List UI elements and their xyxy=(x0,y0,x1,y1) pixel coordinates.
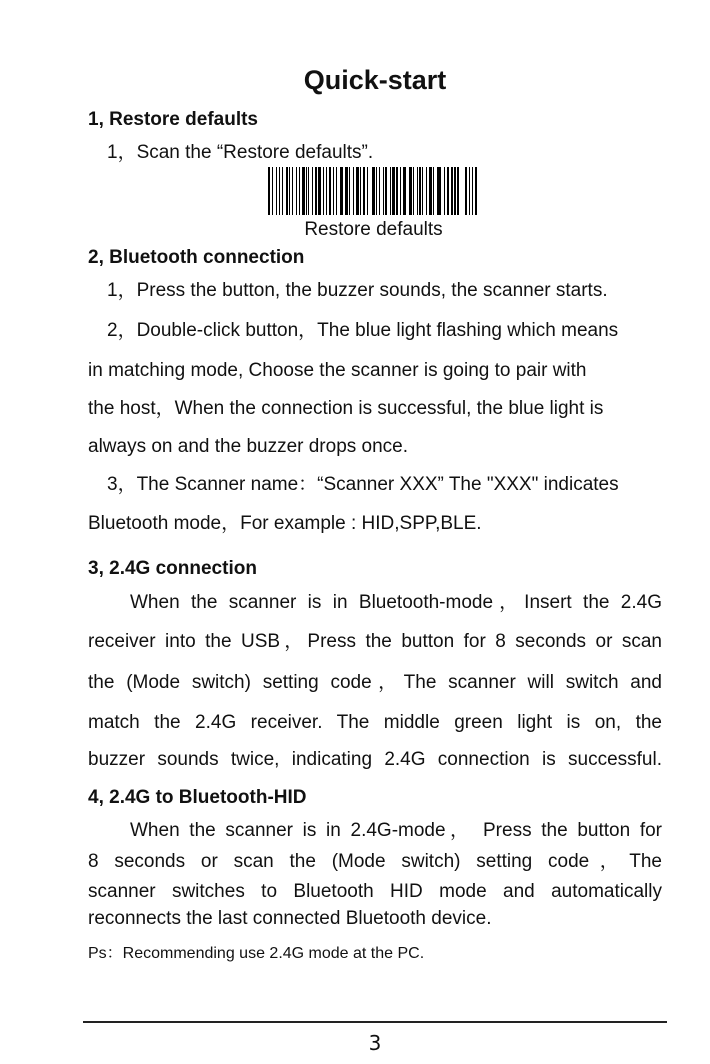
bluetooth-line-5: always on and the buzzer drops once. xyxy=(88,436,409,457)
restore-step-1: 1，Scan the “Restore defaults”. xyxy=(107,142,374,163)
page-title: Quick-start xyxy=(303,65,447,95)
section-heading-bluetooth-connection: 2, Bluetooth connection xyxy=(88,247,305,268)
restore-defaults-barcode xyxy=(268,167,479,215)
hid-line-1: When the scanner is in 2.4G-mode， Press the button for xyxy=(130,820,662,841)
section-heading-24g-connection: 3, 2.4G connection xyxy=(88,558,257,579)
hid-line-4: reconnects the last connected Bluetooth device. xyxy=(88,908,492,929)
section-heading-24g-to-bluetooth-hid: 4, 2.4G to Bluetooth-HID xyxy=(88,787,307,808)
24g-line-4: match the 2.4G receiver. The middle green light is on, the xyxy=(88,712,662,733)
hid-line-2: 8 seconds or scan the (Mode switch) setting code，The xyxy=(88,851,662,872)
bluetooth-line-7: Bluetooth mode，For example : HID,SPP,BLE. xyxy=(88,513,482,534)
24g-line-3: the (Mode switch) setting code，The scanner will switch and xyxy=(88,672,662,693)
section-heading-restore-defaults: 1, Restore defaults xyxy=(88,109,258,130)
barcode-label: Restore defaults xyxy=(304,219,443,240)
bluetooth-line-6: 3，The Scanner name：“Scanner XXX” The "XXX" indicates xyxy=(107,474,619,495)
bluetooth-line-1: 1，Press the button, the buzzer sounds, the scanner starts. xyxy=(107,280,608,301)
bluetooth-line-4: the host，When the connection is successful, the blue light is xyxy=(88,398,604,419)
bluetooth-line-3: in matching mode, Choose the scanner is going to pair with xyxy=(88,360,587,381)
bluetooth-line-2: 2，Double-click button，The blue light flashing which means xyxy=(107,320,619,341)
ps-note: Ps：Recommending use 2.4G mode at the PC. xyxy=(88,945,425,962)
24g-line-2: receiver into the USB，Press the button for 8 seconds or scan xyxy=(88,631,662,652)
barcode-space xyxy=(477,167,479,215)
hid-line-3: scanner switches to Bluetooth HID mode and automatically xyxy=(88,881,662,902)
24g-line-5: buzzer sounds twice, indicating 2.4G connection is successful. xyxy=(88,749,662,770)
page-number: 3 xyxy=(368,1031,382,1055)
24g-line-1: When the scanner is in Bluetooth-mode，Insert the 2.4G xyxy=(130,592,662,613)
footer-divider xyxy=(83,1021,667,1023)
